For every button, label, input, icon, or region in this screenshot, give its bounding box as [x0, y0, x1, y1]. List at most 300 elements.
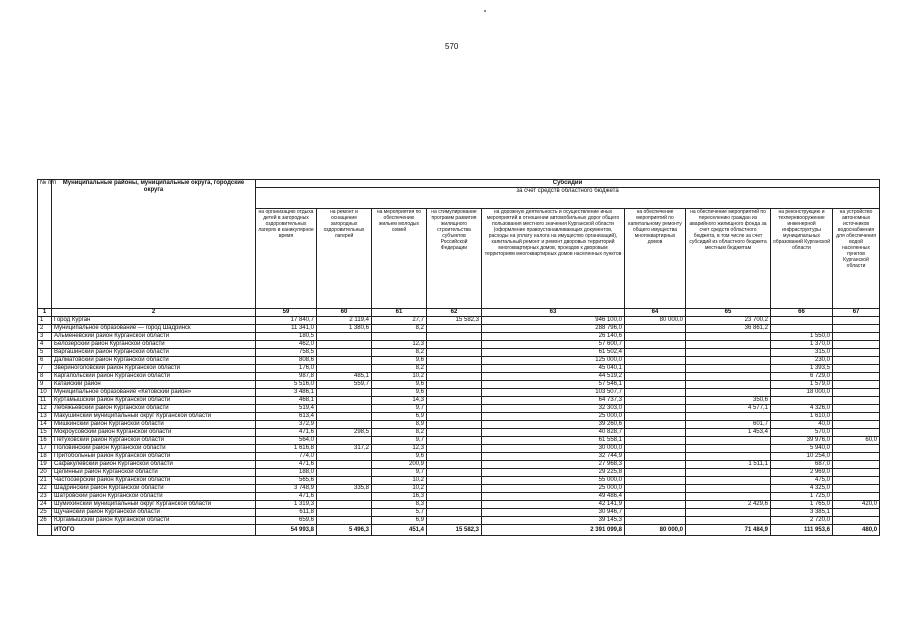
- table-row: [38, 389, 880, 397]
- value-cell: [625, 453, 686, 461]
- table-row: [38, 437, 880, 445]
- header-col-66: на реконструкцию и техперевооружение инженерной инфраструктуры муниципальных образований Курганской области: [771, 209, 833, 309]
- municipality-name-cell: Альменевский район Курганской области: [52, 333, 256, 341]
- value-cell: [625, 357, 686, 365]
- header-col-60: на ремонт и оснащение загородных оздоровительных лагерей: [317, 209, 372, 309]
- total-row: [38, 525, 880, 536]
- value-cell: [625, 397, 686, 405]
- table-row: [38, 461, 880, 469]
- value-cell: [372, 333, 427, 341]
- value-cell: 6,9: [372, 413, 427, 421]
- value-cell: [317, 493, 372, 501]
- value-cell: [833, 453, 880, 461]
- value-cell: 6 729,0: [771, 373, 833, 381]
- value-cell: 8,2: [372, 365, 427, 373]
- municipality-name-cell: Петуховский район Курганской области: [52, 437, 256, 445]
- row-number-cell: 11: [38, 397, 52, 405]
- row-number-cell: 12: [38, 405, 52, 413]
- value-cell: 10 254,0: [771, 453, 833, 461]
- value-cell: 1 511,1: [686, 461, 771, 469]
- table-row: [38, 517, 880, 525]
- value-cell: 315,0: [771, 349, 833, 357]
- value-cell: [833, 485, 880, 493]
- value-cell: [317, 469, 372, 477]
- header-row-top: [38, 180, 880, 188]
- value-cell: [625, 445, 686, 453]
- value-cell: 288 796,0: [482, 325, 625, 333]
- municipality-name-cell: Шатровский район Курганской области: [52, 493, 256, 501]
- value-cell: [427, 437, 482, 445]
- municipality-name-cell: Мишкинский район Курганской области: [52, 421, 256, 429]
- row-number-cell: 5: [38, 349, 52, 357]
- value-cell: 44 519,2: [482, 373, 625, 381]
- value-cell: [686, 477, 771, 485]
- value-cell: [317, 357, 372, 365]
- value-cell: 32 303,0: [482, 405, 625, 413]
- value-cell: 10,2: [372, 373, 427, 381]
- value-cell: 8,2: [372, 349, 427, 357]
- value-cell: 4 325,0: [771, 485, 833, 493]
- municipality-name-cell: Целинный район Курганской области: [52, 469, 256, 477]
- table-row: [38, 405, 880, 413]
- value-cell: 5 496,3: [317, 525, 372, 536]
- municipality-name-cell: Половинский район Курганской области: [52, 445, 256, 453]
- value-cell: 80 000,0: [625, 525, 686, 536]
- value-cell: [686, 349, 771, 357]
- header-name: Муниципальные районы, муниципальные округа, городские округа: [52, 180, 256, 309]
- row-number-cell: 3: [38, 333, 52, 341]
- table-row: [38, 413, 880, 421]
- value-cell: 758,5: [256, 349, 317, 357]
- value-cell: [686, 453, 771, 461]
- header-col-67: на устройство автономных источников водоснабжения для обеспечения водой населенных пунктов Курганской области: [833, 209, 880, 309]
- table-row: [38, 501, 880, 509]
- value-cell: [427, 445, 482, 453]
- value-cell: [833, 405, 880, 413]
- value-cell: [427, 373, 482, 381]
- colnum-cell: 2: [52, 309, 256, 317]
- value-cell: 987,8: [256, 373, 317, 381]
- value-cell: 57 546,1: [482, 381, 625, 389]
- value-cell: 17 840,7: [256, 317, 317, 325]
- value-cell: 2 391 099,8: [482, 525, 625, 536]
- value-cell: 774,0: [256, 453, 317, 461]
- row-number-cell: 14: [38, 421, 52, 429]
- value-cell: [427, 461, 482, 469]
- value-cell: [427, 357, 482, 365]
- value-cell: [317, 421, 372, 429]
- value-cell: [686, 413, 771, 421]
- value-cell: 317,2: [317, 445, 372, 453]
- value-cell: [625, 373, 686, 381]
- colnum-cell: 66: [771, 309, 833, 317]
- value-cell: [625, 429, 686, 437]
- value-cell: 601,7: [686, 421, 771, 429]
- value-cell: [833, 357, 880, 365]
- page-number: 570: [445, 42, 459, 51]
- value-cell: 103 507,7: [482, 389, 625, 397]
- value-cell: [317, 349, 372, 357]
- value-cell: [427, 485, 482, 493]
- value-cell: [833, 477, 880, 485]
- value-cell: 9,6: [372, 389, 427, 397]
- value-cell: 15 582,3: [427, 525, 482, 536]
- value-cell: [833, 333, 880, 341]
- value-cell: [833, 381, 880, 389]
- value-cell: [686, 381, 771, 389]
- value-cell: [625, 405, 686, 413]
- value-cell: [427, 381, 482, 389]
- value-cell: 9,7: [372, 437, 427, 445]
- value-cell: 36 861,2: [686, 325, 771, 333]
- value-cell: 485,1: [317, 373, 372, 381]
- value-cell: 45 040,1: [482, 365, 625, 373]
- value-cell: [833, 365, 880, 373]
- value-cell: 475,0: [771, 477, 833, 485]
- value-cell: 8,2: [372, 429, 427, 437]
- table-row: [38, 381, 880, 389]
- value-cell: 471,6: [256, 429, 317, 437]
- value-cell: 372,9: [256, 421, 317, 429]
- value-cell: [317, 453, 372, 461]
- value-cell: 9,7: [372, 405, 427, 413]
- value-cell: 71 484,9: [686, 525, 771, 536]
- value-cell: 25 000,0: [482, 413, 625, 421]
- value-cell: [427, 389, 482, 397]
- value-cell: 8,9: [372, 421, 427, 429]
- row-number-cell: 19: [38, 461, 52, 469]
- value-cell: 188,0: [256, 469, 317, 477]
- value-cell: 3 748,9: [256, 485, 317, 493]
- table-row: [38, 397, 880, 405]
- value-cell: 11 341,0: [256, 325, 317, 333]
- value-cell: [833, 325, 880, 333]
- header-col-64: на обеспечение мероприятий по капитальному ремонту общего имущества многоквартирных домов: [625, 209, 686, 309]
- value-cell: [833, 421, 880, 429]
- municipality-name-cell: Мокроусовский район Курганской области: [52, 429, 256, 437]
- value-cell: [625, 517, 686, 525]
- value-cell: 80 000,0: [625, 317, 686, 325]
- municipality-name-cell: Макушинский муниципальный округ Курганской области: [52, 413, 256, 421]
- subsidies-table: [37, 179, 880, 536]
- municipality-name-cell: Каргапольский район Курганской области: [52, 373, 256, 381]
- header-col-61: на мероприятия по обеспечению жильем молодых семей: [372, 209, 427, 309]
- value-cell: 176,0: [256, 365, 317, 373]
- value-cell: [427, 517, 482, 525]
- row-number-cell: 4: [38, 341, 52, 349]
- value-cell: 1 453,4: [686, 429, 771, 437]
- municipality-name-cell: Шумихинский муниципальный округ Курганской области: [52, 501, 256, 509]
- row-number-cell: 1: [38, 317, 52, 325]
- value-cell: [317, 509, 372, 517]
- value-cell: 10,2: [372, 485, 427, 493]
- municipality-name-cell: Шадринский район Курганской области: [52, 485, 256, 493]
- value-cell: 39 145,3: [482, 517, 625, 525]
- value-cell: 2 119,4: [317, 317, 372, 325]
- value-cell: [427, 477, 482, 485]
- value-cell: 10,2: [372, 477, 427, 485]
- value-cell: [625, 413, 686, 421]
- colnum-cell: 67: [833, 309, 880, 317]
- value-cell: 808,6: [256, 357, 317, 365]
- value-cell: 3 486,1: [256, 389, 317, 397]
- value-cell: 42 141,9: [482, 501, 625, 509]
- municipality-name-cell: Куртамышский район Курганской области: [52, 397, 256, 405]
- value-cell: 54 993,8: [256, 525, 317, 536]
- value-cell: [427, 325, 482, 333]
- value-cell: 564,0: [256, 437, 317, 445]
- value-cell: 6,9: [372, 517, 427, 525]
- value-cell: [427, 341, 482, 349]
- municipality-name-cell: Лебяжьевский район Курганской области: [52, 405, 256, 413]
- value-cell: [833, 341, 880, 349]
- header-regional: за счет средств областного бюджета: [256, 188, 880, 209]
- value-cell: 61 502,4: [482, 349, 625, 357]
- table-row: [38, 509, 880, 517]
- value-cell: 5 940,0: [771, 445, 833, 453]
- value-cell: 9,6: [372, 381, 427, 389]
- value-cell: 468,1: [256, 397, 317, 405]
- table-row: [38, 477, 880, 485]
- value-cell: [833, 429, 880, 437]
- value-cell: 1 393,5: [771, 365, 833, 373]
- value-cell: [625, 437, 686, 445]
- value-cell: 471,6: [256, 493, 317, 501]
- value-cell: 12,3: [372, 445, 427, 453]
- table-row: [38, 365, 880, 373]
- value-cell: [625, 421, 686, 429]
- value-cell: [771, 317, 833, 325]
- value-cell: 111 953,6: [771, 525, 833, 536]
- value-cell: 1 550,0: [771, 333, 833, 341]
- header-subsidies: Субсидии: [256, 180, 880, 188]
- value-cell: 60,0: [833, 437, 880, 445]
- value-cell: 519,4: [256, 405, 317, 413]
- table-row: [38, 325, 880, 333]
- value-cell: [686, 445, 771, 453]
- table-row: [38, 349, 880, 357]
- value-cell: 1 370,0: [771, 341, 833, 349]
- row-number-cell: 8: [38, 373, 52, 381]
- value-cell: [686, 373, 771, 381]
- value-cell: [833, 349, 880, 357]
- value-cell: [625, 341, 686, 349]
- municipality-name-cell: Притобольный район Курганской области: [52, 453, 256, 461]
- municipality-name-cell: Город Курган: [52, 317, 256, 325]
- value-cell: 2 429,6: [686, 501, 771, 509]
- municipality-name-cell: Частоозерский район Курганской области: [52, 477, 256, 485]
- value-cell: 1 616,8: [256, 445, 317, 453]
- row-number-cell: 23: [38, 493, 52, 501]
- value-cell: [317, 333, 372, 341]
- value-cell: 27 968,3: [482, 461, 625, 469]
- value-cell: [625, 501, 686, 509]
- row-number-cell: 6: [38, 357, 52, 365]
- row-number-cell: 20: [38, 469, 52, 477]
- value-cell: 480,0: [833, 525, 880, 536]
- municipality-name-cell: Катайский район: [52, 381, 256, 389]
- value-cell: 1 725,0: [771, 493, 833, 501]
- row-number-cell: 22: [38, 485, 52, 493]
- value-cell: 8,2: [372, 325, 427, 333]
- value-cell: [686, 365, 771, 373]
- value-cell: [427, 493, 482, 501]
- value-cell: 1 380,6: [317, 325, 372, 333]
- municipality-name-cell: Далматовский район Курганской области: [52, 357, 256, 365]
- value-cell: 451,4: [372, 525, 427, 536]
- value-cell: [427, 469, 482, 477]
- value-cell: [686, 493, 771, 501]
- table-row: [38, 485, 880, 493]
- table-row: [38, 357, 880, 365]
- value-cell: 298,5: [317, 429, 372, 437]
- value-cell: [317, 405, 372, 413]
- value-cell: [771, 325, 833, 333]
- row-number-cell: 15: [38, 429, 52, 437]
- value-cell: [686, 509, 771, 517]
- row-number-cell: 25: [38, 509, 52, 517]
- value-cell: 1 765,0: [771, 501, 833, 509]
- value-cell: 5 516,0: [256, 381, 317, 389]
- municipality-name-cell: Муниципальное образование «Кетовский район»: [52, 389, 256, 397]
- value-cell: [625, 389, 686, 397]
- value-cell: [625, 509, 686, 517]
- table-row: [38, 317, 880, 325]
- value-cell: 471,6: [256, 461, 317, 469]
- colnum-cell: 62: [427, 309, 482, 317]
- value-cell: 18 000,0: [771, 389, 833, 397]
- value-cell: 570,0: [771, 429, 833, 437]
- municipality-name-cell: Белозерский район Курганской области: [52, 341, 256, 349]
- value-cell: 420,0: [833, 501, 880, 509]
- value-cell: [427, 509, 482, 517]
- value-cell: 23 700,2: [686, 317, 771, 325]
- value-cell: 55 000,0: [482, 477, 625, 485]
- value-cell: 57 600,7: [482, 341, 625, 349]
- value-cell: [625, 325, 686, 333]
- value-cell: 462,0: [256, 341, 317, 349]
- value-cell: [686, 333, 771, 341]
- value-cell: [427, 453, 482, 461]
- value-cell: [317, 437, 372, 445]
- row-number-cell: 18: [38, 453, 52, 461]
- value-cell: [317, 517, 372, 525]
- row-number-cell: 2: [38, 325, 52, 333]
- value-cell: 200,9: [372, 461, 427, 469]
- value-cell: [427, 429, 482, 437]
- value-cell: 613,4: [256, 413, 317, 421]
- value-cell: 30 946,7: [482, 509, 625, 517]
- value-cell: [427, 501, 482, 509]
- table-row: [38, 453, 880, 461]
- value-cell: [625, 461, 686, 469]
- value-cell: 125 000,0: [482, 357, 625, 365]
- value-cell: 32 744,9: [482, 453, 625, 461]
- row-number-cell: [38, 525, 52, 536]
- colnum-cell: 1: [38, 309, 52, 317]
- value-cell: 2 720,0: [771, 517, 833, 525]
- value-cell: 4 577,1: [686, 405, 771, 413]
- table-row: [38, 429, 880, 437]
- value-cell: 230,0: [771, 357, 833, 365]
- table-row: [38, 333, 880, 341]
- value-cell: [833, 517, 880, 525]
- value-cell: 180,5: [256, 333, 317, 341]
- value-cell: [833, 461, 880, 469]
- colnum-cell: 65: [686, 309, 771, 317]
- row-number-cell: 26: [38, 517, 52, 525]
- value-cell: 1 610,0: [771, 413, 833, 421]
- value-cell: 350,6: [686, 397, 771, 405]
- municipality-name-cell: Звериноголовский район Курганской области: [52, 365, 256, 373]
- value-cell: [686, 517, 771, 525]
- value-cell: [686, 485, 771, 493]
- value-cell: 9,6: [372, 453, 427, 461]
- row-number-cell: 13: [38, 413, 52, 421]
- value-cell: 559,7: [317, 381, 372, 389]
- colnum-cell: 64: [625, 309, 686, 317]
- value-cell: 2 969,0: [771, 469, 833, 477]
- colnum-cell: 63: [482, 309, 625, 317]
- municipality-name-cell: Юргамышский район Курганской области: [52, 517, 256, 525]
- value-cell: [625, 381, 686, 389]
- value-cell: [625, 477, 686, 485]
- value-cell: 1 319,3: [256, 501, 317, 509]
- value-cell: 39 976,0: [771, 437, 833, 445]
- colnum-cell: 59: [256, 309, 317, 317]
- table-row: [38, 373, 880, 381]
- value-cell: [427, 333, 482, 341]
- table-row: [38, 469, 880, 477]
- value-cell: 30 000,0: [482, 445, 625, 453]
- value-cell: 5,7: [372, 509, 427, 517]
- value-cell: 12,3: [372, 341, 427, 349]
- municipality-name-cell: ИТОГО: [52, 525, 256, 536]
- value-cell: [427, 405, 482, 413]
- value-cell: [833, 397, 880, 405]
- value-cell: [317, 365, 372, 373]
- value-cell: 29 225,8: [482, 469, 625, 477]
- header-col-59: на организацию отдыха детей в загородных оздоровительных лагерях в каникулярное время: [256, 209, 317, 309]
- value-cell: [833, 445, 880, 453]
- row-number-cell: 17: [38, 445, 52, 453]
- value-cell: 27,7: [372, 317, 427, 325]
- municipality-name-cell: Сафакулевский район Курганской области: [52, 461, 256, 469]
- value-cell: [833, 493, 880, 501]
- header-col-63: на дорожную деятельность и осуществление иных мероприятий в отношении автомобильных дорог общего пользования местного значения Курганской области (оформление правоустанавливающих документов, расходы на уплату налога на имущество организаций), капитальный ремонт и ремонт дворовых территорий многоквартирных домов, проездов к дворовым территориям многоквартирных домов населенных пунктов: [482, 209, 625, 309]
- colnum-cell: 60: [317, 309, 372, 317]
- value-cell: [833, 413, 880, 421]
- value-cell: 946 100,0: [482, 317, 625, 325]
- value-cell: 14,3: [372, 397, 427, 405]
- value-cell: [427, 413, 482, 421]
- table-row: [38, 493, 880, 501]
- table-row: [38, 421, 880, 429]
- table-row: [38, 445, 880, 453]
- row-number-cell: 24: [38, 501, 52, 509]
- value-cell: [427, 349, 482, 357]
- row-number-cell: 7: [38, 365, 52, 373]
- value-cell: 565,6: [256, 477, 317, 485]
- colnum-cell: 61: [372, 309, 427, 317]
- municipality-name-cell: Варгашинский район Курганской области: [52, 349, 256, 357]
- row-number-cell: 16: [38, 437, 52, 445]
- value-cell: 4 326,0: [771, 405, 833, 413]
- value-cell: [625, 365, 686, 373]
- value-cell: [686, 437, 771, 445]
- value-cell: [317, 341, 372, 349]
- value-cell: [427, 365, 482, 373]
